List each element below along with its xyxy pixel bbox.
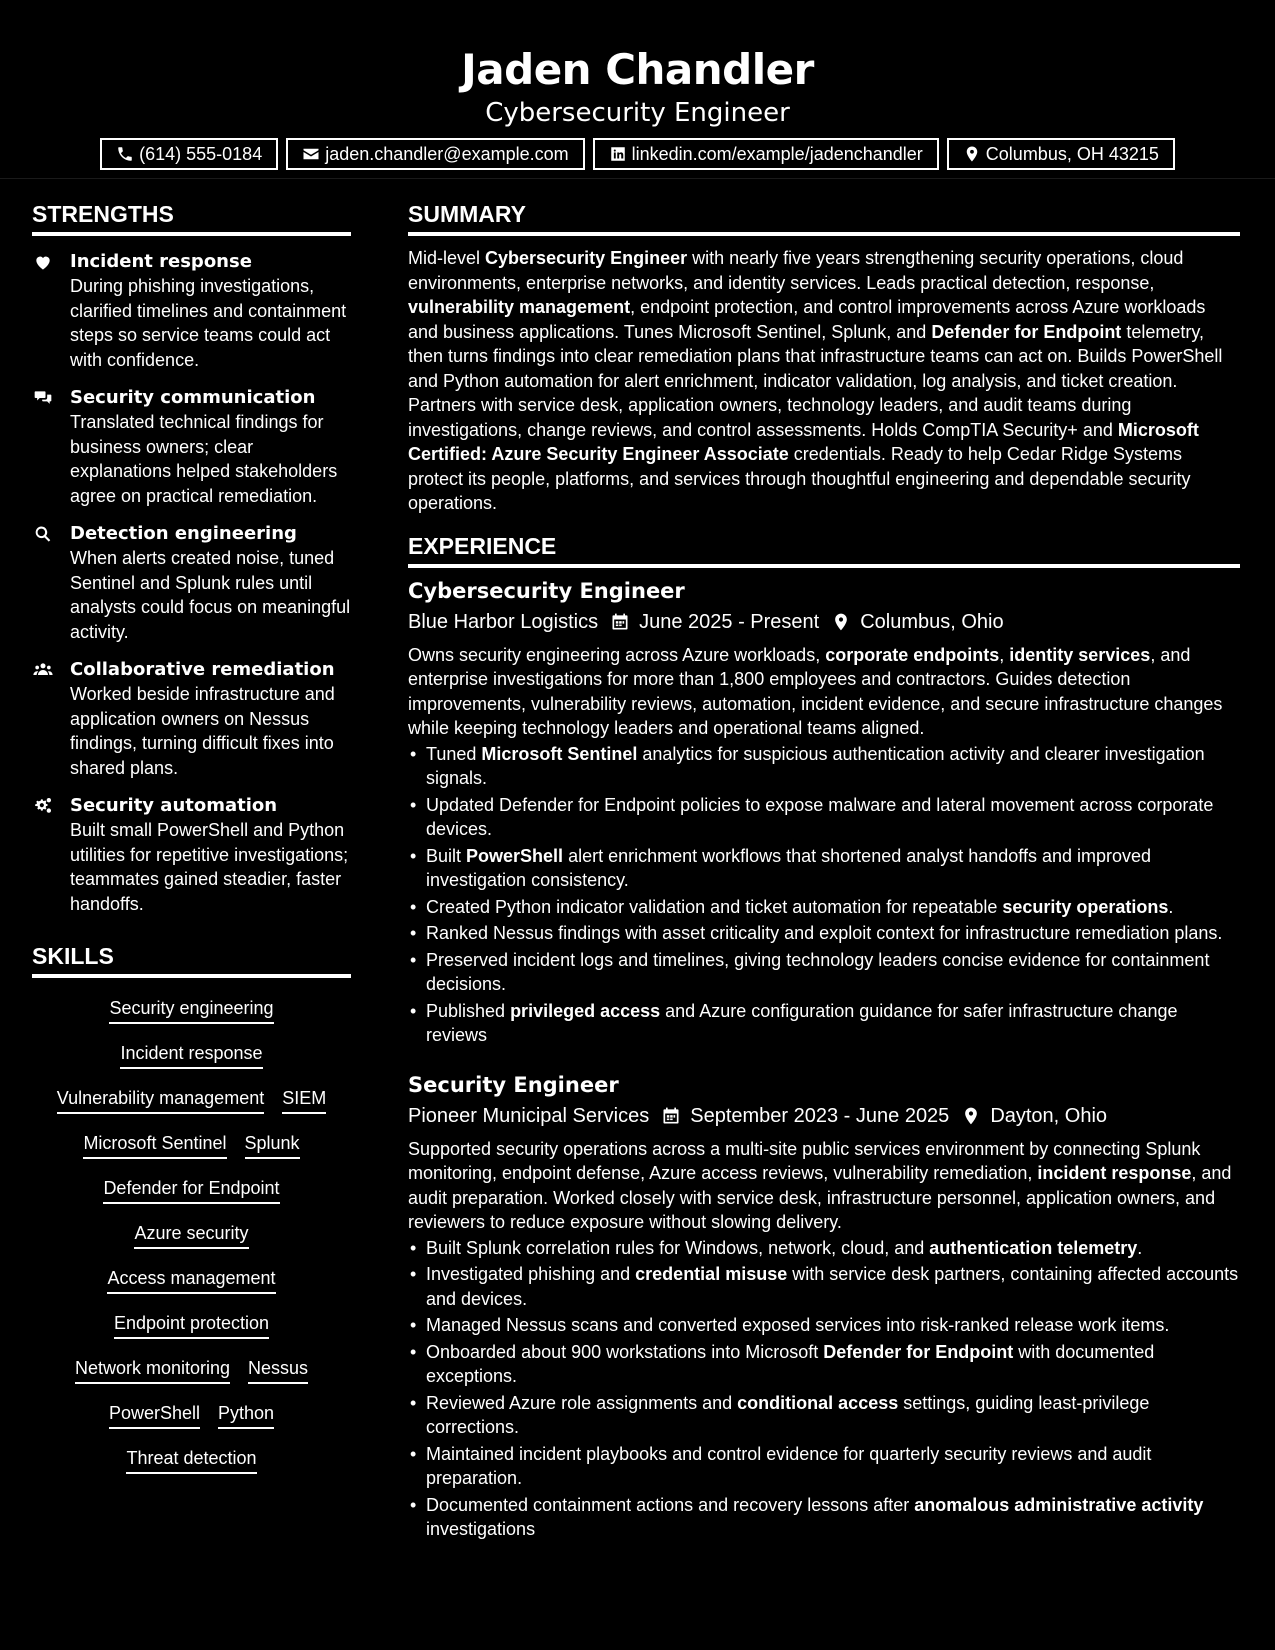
skill-row — [134, 1213, 248, 1258]
skill-tag: Azure security — [134, 1221, 248, 1249]
text-span: Reviewed Azure role assignments and — [426, 1392, 738, 1413]
text-span: alert enrichment workflows that shortened analyst handoffs and improved investigation consistency. — [426, 845, 1152, 890]
bold-text: anomalous administrative activity — [914, 1494, 1204, 1515]
strength-title: Collaborative remediation — [70, 659, 335, 680]
bold-text: authentication telemetry — [929, 1237, 1138, 1258]
text-span: Published — [426, 1000, 511, 1021]
skill-row — [109, 988, 273, 1033]
skill-tag: Python — [218, 1401, 274, 1429]
header-divider — [0, 178, 1275, 179]
text-span: Owns security engineering across Azure workloads, — [408, 644, 826, 665]
bullet-item — [408, 895, 1240, 920]
candidate-name: Jaden Chandler — [461, 45, 814, 94]
bold-text: security operations — [1002, 896, 1169, 917]
bold-text: Defender for Endpoint — [823, 1341, 1014, 1362]
bullet-item — [408, 1391, 1240, 1440]
strength-item — [32, 250, 351, 372]
strength-title: Security communication — [70, 387, 316, 408]
text-span: with nearly five years strengthening security operations, cloud environments, enterprise networks, and identity services. Leads practical detection, response, — [408, 248, 1184, 293]
text-span: Built Splunk correlation rules for Windows, network, cloud, and — [426, 1237, 930, 1258]
text-span: and Azure configuration guidance for safer infrastructure change reviews — [426, 1000, 1178, 1045]
calendar-icon — [598, 612, 639, 632]
strengths-heading: STRENGTHS — [32, 200, 351, 236]
jobs-list — [408, 576, 1240, 1542]
company-name: Blue Harbor Logistics — [408, 610, 599, 633]
job-meta — [408, 607, 1240, 637]
text-span: telemetry, then turns findings into clear remediation plans that infrastructure teams can act on. Builds PowerShell and Python automation for alert enrichment, indicator validation, log analysis, and ticket creation. Partners with service desk, application owners, technology leaders, and audit teams during investigations, change reviews, and control assessments. Holds CompTIA Security+ and — [408, 321, 1223, 440]
text-span: Built — [426, 845, 467, 866]
bold-text: Microsoft Certified: Azure Security Engineer Associate — [408, 419, 1199, 464]
job-dates: June 2025 - Present — [639, 610, 820, 633]
job-meta — [408, 1101, 1240, 1131]
strength-description: During phishing investigations, clarified timelines and containment steps so service teams could act with confidence. — [70, 276, 347, 370]
strengths-section — [32, 200, 351, 916]
bullet-item — [408, 1313, 1240, 1338]
skill-tag: Nessus — [248, 1356, 308, 1384]
job-bullets — [408, 742, 1240, 1048]
skill-tag: SIEM — [282, 1086, 326, 1114]
strengths-list — [32, 250, 351, 916]
bullet-item — [408, 844, 1240, 893]
summary-heading: SUMMARY — [408, 200, 1240, 236]
bullet-item — [408, 1262, 1240, 1311]
strength-item — [32, 794, 351, 916]
candidate-title: Cybersecurity Engineer — [485, 98, 790, 128]
envelope-icon — [302, 145, 320, 163]
calendar-icon — [649, 1106, 690, 1126]
job-title: Cybersecurity Engineer — [408, 578, 685, 603]
bullet-item — [408, 793, 1240, 842]
text-span: Supported security operations across a multi-site public services environment by connecting Splunk monitoring, endpoint defense, Azure access reviews, vulnerability remediation, — [408, 1138, 1201, 1183]
right-column — [408, 200, 1240, 1544]
bold-text: corporate endpoints — [825, 644, 1000, 665]
cogs-icon — [32, 794, 56, 916]
text-span: , — [999, 644, 1010, 665]
text-span: , and audit preparation. Worked closely with service desk, infrastructure personnel, application owners, and reviewers to reduce exposure without slowing delivery. — [408, 1163, 1232, 1232]
strength-body — [70, 794, 351, 916]
text-span: Tuned — [426, 743, 482, 764]
bold-text: PowerShell — [466, 845, 564, 866]
map-pin-icon — [819, 612, 860, 632]
skills-list — [32, 988, 351, 1483]
text-span: with documented exceptions. — [426, 1341, 1155, 1386]
skill-row — [114, 1303, 269, 1348]
skill-tag: Security engineering — [109, 996, 273, 1024]
skill-row — [109, 1393, 274, 1438]
strength-description: Worked beside infrastructure and application owners on Nessus findings, turning difficult fixes into shared plans. — [70, 684, 335, 778]
contact-phone[interactable] — [100, 138, 278, 170]
skill-tag: Incident response — [120, 1041, 262, 1069]
text-span: Preserved incident logs and timelines, giving technology leaders concise evidence for containment decisions. — [426, 949, 1210, 994]
text-span: investigations — [426, 1519, 536, 1539]
strength-body — [70, 522, 351, 644]
linkedin-text: linkedin.com/example/jadenchandler — [631, 143, 923, 164]
text-span: Documented containment actions and recovery lessons after — [426, 1494, 915, 1515]
skill-tag: Threat detection — [126, 1446, 256, 1474]
bold-text: credential misuse — [635, 1264, 788, 1284]
skill-tag: Splunk — [245, 1131, 300, 1159]
skill-row — [103, 1168, 279, 1213]
bullet-item — [408, 999, 1240, 1048]
text-span: Updated Defender for Endpoint policies to expose malware and lateral movement across corporate devices. — [426, 794, 1214, 839]
text-span: , endpoint protection, and control improvements across Azure workloads and business applications. Tunes Microsoft Sentinel, Splunk, and — [408, 297, 1206, 342]
skill-row — [107, 1258, 275, 1303]
search-icon — [32, 522, 56, 644]
map-pin-icon — [949, 1106, 990, 1126]
contact-linkedin[interactable] — [593, 138, 939, 170]
bullet-item — [408, 742, 1240, 791]
phone-text: (614) 555-0184 — [139, 143, 263, 164]
strength-item — [32, 658, 351, 780]
bullet-item — [408, 1236, 1240, 1261]
map-pin-icon — [963, 145, 981, 163]
strength-title: Detection engineering — [70, 523, 297, 544]
experience-section — [408, 532, 1240, 1542]
text-span: Onboarded about 900 workstations into Microsoft — [426, 1341, 824, 1362]
contact-location — [947, 138, 1175, 170]
contact-email[interactable] — [286, 138, 584, 170]
skill-row — [75, 1348, 308, 1393]
text-span: Mid-level — [408, 248, 486, 268]
text-span: settings, guiding least-privilege corrections. — [426, 1392, 1150, 1437]
experience-heading: EXPERIENCE — [408, 532, 1240, 568]
linkedin-icon — [609, 145, 627, 163]
summary-section — [408, 200, 1240, 516]
strength-description: Built small PowerShell and Python utilities for repetitive investigations; teammates gained steadier, faster handoffs. — [70, 820, 349, 914]
bullet-item — [408, 921, 1240, 946]
strength-body — [70, 250, 351, 372]
strength-item — [32, 522, 351, 644]
users-icon — [32, 658, 56, 780]
skill-row — [57, 1078, 326, 1123]
skill-tag: PowerShell — [109, 1401, 200, 1429]
job-entry — [408, 1070, 1240, 1542]
summary-paragraph — [408, 246, 1240, 516]
strength-description: Translated technical findings for business owners; clear explanations helped stakeholders agree on practical remediation. — [70, 412, 338, 506]
skill-tag: Vulnerability management — [57, 1086, 264, 1114]
job-location: Dayton, Ohio — [990, 1104, 1108, 1127]
strength-item — [32, 386, 351, 508]
left-column — [32, 200, 351, 1483]
bullet-item — [408, 1442, 1240, 1491]
skill-tag: Microsoft Sentinel — [83, 1131, 226, 1159]
bold-text: vulnerability management — [408, 297, 631, 317]
bold-text: conditional access — [737, 1392, 899, 1413]
skill-tag: Endpoint protection — [114, 1311, 269, 1339]
email-text: jaden.chandler@example.com — [325, 143, 569, 164]
job-dates: September 2023 - June 2025 — [690, 1104, 950, 1127]
strength-body — [70, 386, 351, 508]
job-description — [408, 643, 1240, 741]
resume-header — [0, 0, 1275, 170]
text-span: Maintained incident playbooks and control evidence for quarterly security reviews and audit preparation. — [426, 1443, 1152, 1488]
job-entry — [408, 576, 1240, 1048]
skill-tag: Access management — [107, 1266, 275, 1294]
text-span: . — [1168, 896, 1174, 917]
bold-text: identity services — [1009, 644, 1151, 665]
text-span: credentials. Ready to help Cedar Ridge Systems protect its people, platforms, and services through thoughtful engineering and dependable security operations. — [408, 444, 1191, 513]
text-span: analytics for suspicious authentication activity and clearer investigation signals. — [426, 743, 1205, 788]
job-description — [408, 1137, 1240, 1235]
skill-tag: Network monitoring — [75, 1356, 230, 1384]
bold-text: incident response — [1037, 1163, 1192, 1183]
text-span: Ranked Nessus findings with asset criticality and exploit context for infrastructure remediation plans. — [426, 923, 1223, 943]
text-span: Managed Nessus scans and converted exposed services into risk-ranked release work items. — [426, 1315, 1170, 1335]
bold-text: privileged access — [510, 1000, 661, 1021]
location-text: Columbus, OH 43215 — [985, 143, 1159, 164]
skill-row — [120, 1033, 262, 1078]
comments-icon — [32, 386, 56, 508]
strength-description: When alerts created noise, tuned Sentinel and Splunk rules until analysts could focus on meaningful activity. — [70, 548, 351, 642]
bold-text: Microsoft Sentinel — [481, 743, 638, 764]
skills-section — [32, 942, 351, 1483]
job-location: Columbus, Ohio — [860, 610, 1004, 633]
text-span: with service desk partners, containing affected accounts and devices. — [426, 1264, 1239, 1309]
skill-row — [126, 1438, 256, 1483]
skills-heading: SKILLS — [32, 942, 351, 978]
company-name: Pioneer Municipal Services — [408, 1104, 650, 1127]
strength-title: Security automation — [70, 795, 278, 816]
contact-bar — [0, 138, 1275, 170]
text-span: Created Python indicator validation and ticket automation for repeatable — [426, 896, 1003, 917]
phone-icon — [116, 145, 134, 163]
job-title: Security Engineer — [408, 1072, 619, 1097]
bullet-item — [408, 1340, 1240, 1389]
skill-tag: Defender for Endpoint — [103, 1176, 279, 1204]
skill-row — [83, 1123, 299, 1168]
strength-body — [70, 658, 351, 780]
bullet-item — [408, 1493, 1240, 1542]
bold-text: Cybersecurity Engineer — [485, 248, 688, 268]
text-span: Investigated phishing and — [426, 1264, 636, 1284]
bold-text: Defender for Endpoint — [931, 321, 1122, 342]
job-bullets — [408, 1236, 1240, 1542]
strength-title: Incident response — [70, 251, 252, 272]
text-span: . — [1137, 1237, 1143, 1258]
text-span: , and enterprise investigations for more than 1,800 employees and contractors. Guides detection improvements, vulnerability reviews, automation, incident evidence, and secure infrastructure changes while keeping technology leaders and operational teams aligned. — [408, 644, 1223, 738]
heart-icon — [32, 250, 56, 372]
bullet-item — [408, 948, 1240, 997]
